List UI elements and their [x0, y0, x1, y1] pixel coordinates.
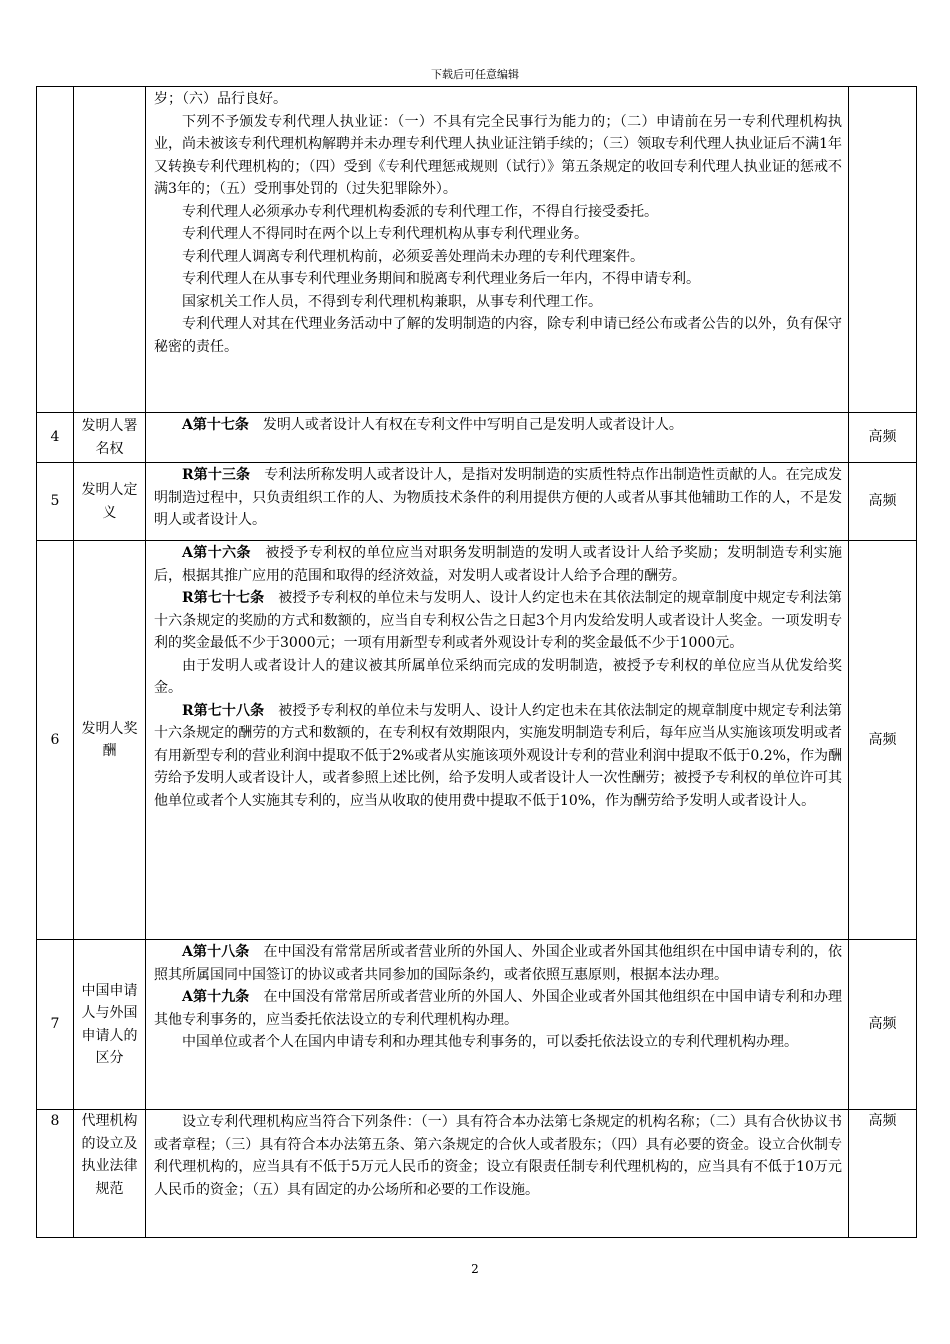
table-row — [37, 413, 917, 463]
table-row — [37, 541, 917, 940]
row-content — [146, 1110, 849, 1238]
paragraph — [154, 414, 842, 437]
paragraph — [154, 941, 842, 986]
row-frequency: 高频 — [849, 463, 917, 541]
row-number: 7 — [37, 940, 74, 1110]
row-content — [146, 413, 849, 463]
article-label: R第十三条 — [182, 467, 251, 483]
paragraph — [154, 542, 842, 587]
paragraph: 专利代理人对其在代理业务活动中了解的发明制造的内容，除专利申请已经公布或者公告的以外，负有保守秘密的责任。 — [154, 316, 842, 355]
table-row — [37, 940, 917, 1110]
paragraph — [154, 986, 842, 1031]
row-frequency: 高频 — [849, 1110, 917, 1238]
row-frequency: 高频 — [849, 413, 917, 463]
table-row — [37, 87, 917, 413]
row-content — [146, 541, 849, 940]
row-topic: 代理机构的设立及执业法律规范 — [74, 1110, 146, 1238]
paragraph: 由于发明人或者设计人的建议被其所属单位采纳而完成的发明制造，被授予专利权的单位应当从优发给奖金。 — [154, 657, 842, 696]
article-text: 在中国没有常常居所或者营业所的外国人、外国企业或者外国其他组织在中国申请专利和办理其他专利事务的，应当委托依法设立的专利代理机构办理。 — [154, 989, 842, 1028]
article-text: 被授予专利权的单位应当对职务发明制造的发明人或者设计人给予奖励；发明制造专利实施后，根据其推广应用的范围和取得的经济效益，对发明人或者设计人给予合理的酬劳。 — [154, 545, 842, 584]
article-label: R第七十七条 — [182, 590, 265, 606]
article-label: R第七十八条 — [182, 702, 265, 719]
article-text: 在中国没有常常居所或者营业所的外国人、外国企业或者外国其他组织在中国申请专利的，依照其所属国同中国签订的协议或者共同参加的国际条约，或者依照互惠原则，根据本法办理。 — [154, 944, 842, 983]
patent-law-table — [36, 86, 917, 1238]
row-topic: 中国申请人与外国申请人的区分 — [74, 940, 146, 1110]
row-topic: 发明人署名权 — [74, 413, 146, 463]
paragraph: 专利代理人在从事专利代理业务期间和脱离专利代理业务后一年内，不得申请专利。 — [182, 271, 700, 287]
row-topic — [74, 87, 146, 413]
paragraph: 国家机关工作人员，不得到专利代理机构兼职，从事专利代理工作。 — [182, 293, 602, 310]
row-topic: 发明人定义 — [74, 463, 146, 541]
row-number: 8 — [37, 1110, 74, 1238]
row-frequency — [849, 87, 917, 413]
paragraph: 专利代理人必须承办专利代理机构委派的专利代理工作，不得自行接受委托。 — [182, 203, 658, 220]
paragraph — [154, 464, 842, 532]
page-number: 2 — [471, 1262, 479, 1276]
row-frequency: 高频 — [849, 940, 917, 1110]
row-number: 4 — [37, 413, 74, 463]
row-frequency: 高频 — [849, 541, 917, 940]
table-row — [37, 463, 917, 541]
row-topic: 发明人奖酬 — [74, 541, 146, 940]
article-label: A第十六条 — [182, 545, 251, 561]
article-label: A第十七条 — [182, 417, 249, 433]
page-header: 下载后可任意编辑 — [431, 68, 519, 81]
paragraph: 设立专利代理机构应当符合下列条件：（一）具有符合本办法第七条规定的机构名称；（二）具有合伙协议书或者章程；（三）具有符合本办法第五条、第六条规定的合伙人或者股东；（四）具有必要的资金。设立合伙制专利代理机构的，应当具有不低于5万元人民币的资金；设立有限责任制专利代理机构的，应当具有不低于10万元人民币的资金；（五）具有固定的办公场所和必要的工作设施。 — [154, 1114, 842, 1198]
article-text: 发明人或者设计人有权在专利文件中写明自己是发明人或者设计人。 — [248, 417, 683, 433]
article-label: A第十九条 — [182, 989, 250, 1005]
article-text: 被授予专利权的单位未与发明人、设计人约定也未在其依法制定的规章制度中规定专利法第十六条规定的酬劳的方式和数额的，在专利权有效期限内，实施发明制造专利后，每年应当从实施该项发明或者有用新型专利的营业利润中提取不低于2%或者从实施该项外观设计专利的营业利润中提取不低于0.2%，作为酬劳给予发明人或者设计人，或者参照上述比例，给予发明人或者设计人一次性酬劳；被授予专利权的单位许可其他单位或者个人实施其专利的，应当从收取的使用费中提取不低于10%，作为酬劳给予发明人或者设计人。 — [154, 702, 842, 809]
article-label: A第十八条 — [182, 944, 250, 960]
row-content — [146, 463, 849, 541]
row-number — [37, 87, 74, 413]
paragraph — [154, 700, 842, 813]
row-number: 5 — [37, 463, 74, 541]
table-row — [37, 1110, 917, 1238]
article-text: 被授予专利权的单位未与发明人、设计人约定也未在其依法制定的规章制度中规定专利法第十六条规定的奖励的方式和数额的，应当自专利权公告之日起3个月内发给发明人或者设计人奖金。一项发明专利的奖金最低不少于3000元；一项有用新型专利或者外观设计专利的奖金最低不少于1000元。 — [154, 590, 842, 651]
article-text: 专利法所称发明人或者设计人，是指对发明制造的实质性特点作出制造性贡献的人。在完成发明制造过程中，只负责组织工作的人、为物质技术条件的利用提供方便的人或者从事其他辅助工作的人，不是发明人或者设计人。 — [154, 467, 842, 528]
paragraph: 下列不予颁发专利代理人执业证：（一）不具有完全民事行为能力的；（二）申请前在另一专利代理机构执业，尚未被该专利代理机构解聘并未办理专利代理人执业证注销手续的；（三）领取专利代理人执业证后不满1年又转换专利代理机构的；（四）受到《专利代理惩戒规则（试行）》第五条规定的收回专利代理人执业证的惩戒不满3年的；（五）受刑事处罚的（过失犯罪除外）。 — [154, 113, 842, 197]
paragraph: 中国单位或者个人在国内申请专利和办理其他专利事务的，可以委托依法设立的专利代理机构办理。 — [182, 1034, 798, 1050]
paragraph: 专利代理人调离专利代理机构前，必须妥善处理尚未办理的专利代理案件。 — [182, 248, 644, 265]
row-number: 6 — [37, 541, 74, 940]
paragraph: 专利代理人不得同时在两个以上专利代理机构从事专利代理业务。 — [182, 226, 588, 242]
row-content — [146, 87, 849, 413]
row-content — [146, 940, 849, 1110]
paragraph: 岁；（六）品行良好。 — [154, 91, 287, 107]
paragraph — [154, 587, 842, 655]
